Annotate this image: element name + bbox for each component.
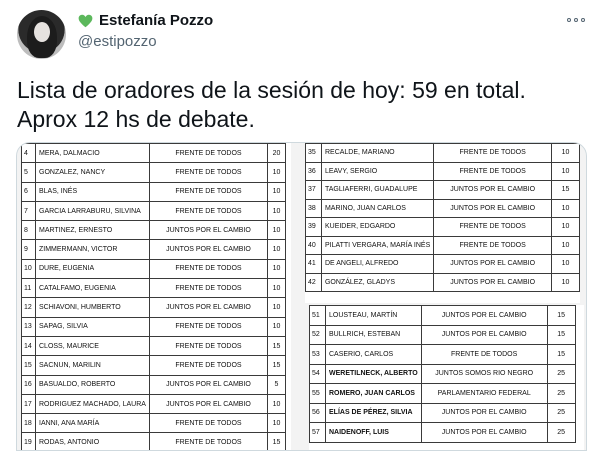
- cell-name: RECALDE, MARIANO: [321, 144, 433, 163]
- tweet-text: Lista de oradores de la sesión de hoy: 59 en total. Aprox 12 hs de debate.: [17, 77, 526, 132]
- table-row: [22, 336, 286, 355]
- cell-num: 14: [22, 336, 36, 355]
- table-row: [310, 306, 576, 326]
- cell-party: JUNTOS POR EL CAMBIO: [149, 240, 267, 259]
- cell-min: 10: [552, 144, 580, 163]
- cell-party: JUNTOS POR EL CAMBIO: [149, 221, 267, 240]
- cell-min: 10: [552, 236, 580, 255]
- cell-min: 15: [547, 325, 575, 345]
- table-row: [22, 259, 286, 278]
- author-handle[interactable]: @estipozzo: [78, 33, 157, 50]
- cell-num: 4: [22, 144, 36, 163]
- cell-num: 53: [310, 345, 326, 365]
- cell-min: 25: [547, 403, 575, 423]
- cell-min: 10: [267, 259, 285, 278]
- cell-party: JUNTOS POR EL CAMBIO: [434, 255, 552, 274]
- table-row: [22, 163, 286, 182]
- cell-num: 42: [306, 273, 322, 292]
- cell-name: GARCIA LARRABURU, SILVINA: [36, 201, 150, 220]
- table-row: [22, 240, 286, 259]
- cell-num: 13: [22, 317, 36, 336]
- table-row: [22, 182, 286, 201]
- table-row: [22, 414, 286, 433]
- cell-min: 10: [552, 255, 580, 274]
- cell-min: 10: [267, 414, 285, 433]
- table-row: [22, 298, 286, 317]
- speakers-table-right-top: [305, 143, 580, 303]
- cell-num: 35: [306, 144, 322, 163]
- cell-party: JUNTOS POR EL CAMBIO: [434, 199, 552, 218]
- cell-name: MARTINEZ, ERNESTO: [36, 221, 150, 240]
- cell-min: 15: [547, 306, 575, 326]
- table-row: [22, 356, 286, 375]
- avatar[interactable]: [17, 10, 66, 59]
- cell-name: MARINO, JUAN CARLOS: [321, 199, 433, 218]
- cell-name: DURE, EUGENIA: [36, 259, 150, 278]
- cell-min: 25: [547, 423, 575, 443]
- cell-name: NAIDENOFF, LUIS: [326, 423, 422, 443]
- cell-party: FRENTE DE TODOS: [149, 182, 267, 201]
- speakers-table-right-bottom: [309, 305, 584, 451]
- cell-name: DE ANGELI, ALFREDO: [321, 255, 433, 274]
- cell-min: 10: [267, 163, 285, 182]
- cell-min: 10: [267, 182, 285, 201]
- cell-party: FRENTE DE TODOS: [149, 336, 267, 355]
- cell-party: FRENTE DE TODOS: [149, 163, 267, 182]
- cell-min: 10: [267, 279, 285, 298]
- cell-num: 19: [22, 433, 36, 451]
- cell-party: JUNTOS POR EL CAMBIO: [421, 325, 547, 345]
- table-row: [306, 255, 580, 274]
- cell-party: FRENTE DE TODOS: [421, 345, 547, 365]
- cell-name: CLOSS, MAURICE: [36, 336, 150, 355]
- cell-party: JUNTOS POR EL CAMBIO: [149, 375, 267, 394]
- cell-party: FRENTE DE TODOS: [149, 433, 267, 451]
- green-heart-icon: [78, 14, 93, 28]
- avatar-face: [34, 22, 50, 42]
- cell-min: 5: [267, 375, 285, 394]
- cell-party: JUNTOS POR EL CAMBIO: [421, 403, 547, 423]
- cell-name: GONZÁLEZ, GLADYS: [321, 273, 433, 292]
- cell-name: WERETILNECK, ALBERTO: [326, 364, 422, 384]
- cell-party: FRENTE DE TODOS: [149, 201, 267, 220]
- table-row: [306, 162, 580, 181]
- table-row: [310, 325, 576, 345]
- cell-party: FRENTE DE TODOS: [149, 356, 267, 375]
- cell-num: 9: [22, 240, 36, 259]
- cell-party: FRENTE DE TODOS: [434, 144, 552, 163]
- cell-name: LEAVY, SERGIO: [321, 162, 433, 181]
- cell-num: 8: [22, 221, 36, 240]
- table-row: [310, 384, 576, 404]
- cell-party: JUNTOS POR EL CAMBIO: [434, 273, 552, 292]
- cell-num: 55: [310, 384, 326, 404]
- cell-min: 10: [267, 221, 285, 240]
- cell-min: 10: [552, 199, 580, 218]
- table-row: [22, 221, 286, 240]
- cell-party: JUNTOS SOMOS RIO NEGRO: [421, 364, 547, 384]
- cell-name: SAPAG, SILVIA: [36, 317, 150, 336]
- speakers-table-left: [21, 143, 291, 451]
- cell-name: BLAS, INÉS: [36, 182, 150, 201]
- cell-min: 10: [267, 317, 285, 336]
- cell-party: JUNTOS POR EL CAMBIO: [434, 181, 552, 200]
- cell-name: ROMERO, JUAN CARLOS: [326, 384, 422, 404]
- table-row: [22, 394, 286, 413]
- cell-min: 15: [552, 181, 580, 200]
- cell-party: FRENTE DE TODOS: [149, 414, 267, 433]
- cell-num: 40: [306, 236, 322, 255]
- cell-num: 56: [310, 403, 326, 423]
- cell-name: RODAS, ANTONIO: [36, 433, 150, 451]
- table-row: [310, 423, 576, 443]
- cell-party: FRENTE DE TODOS: [149, 317, 267, 336]
- cell-name: IANNI, ANA MARÍA: [36, 414, 150, 433]
- cell-num: 7: [22, 201, 36, 220]
- table-row: [22, 317, 286, 336]
- cell-min: 15: [267, 336, 285, 355]
- cell-num: 17: [22, 394, 36, 413]
- cell-num: 39: [306, 218, 322, 237]
- table-row: [306, 273, 580, 292]
- cell-min: 10: [267, 298, 285, 317]
- table-row: [22, 144, 286, 163]
- cell-min: 10: [552, 273, 580, 292]
- cell-num: 57: [310, 423, 326, 443]
- cell-min: 25: [547, 364, 575, 384]
- cell-name: PILATTI VERGARA, MARÍA INÉS: [321, 236, 433, 255]
- cell-num: 37: [306, 181, 322, 200]
- tweet-image[interactable]: [16, 142, 587, 451]
- cell-num: 36: [306, 162, 322, 181]
- author-row: [78, 12, 213, 29]
- cell-num: 18: [22, 414, 36, 433]
- cell-num: 11: [22, 279, 36, 298]
- cell-num: 15: [22, 356, 36, 375]
- cell-party: JUNTOS POR EL CAMBIO: [421, 423, 547, 443]
- cell-num: 5: [22, 163, 36, 182]
- table-row: [22, 201, 286, 220]
- cell-num: 6: [22, 182, 36, 201]
- cell-name: CATALFAMO, EUGENIA: [36, 279, 150, 298]
- cell-party: JUNTOS POR EL CAMBIO: [149, 394, 267, 413]
- cell-min: 15: [547, 345, 575, 365]
- cell-num: 16: [22, 375, 36, 394]
- cell-name: TAGLIAFERRI, GUADALUPE: [321, 181, 433, 200]
- cell-min: 20: [267, 144, 285, 163]
- table-row: [22, 433, 286, 451]
- table-row: [22, 375, 286, 394]
- cell-min: 10: [267, 201, 285, 220]
- table-row: [306, 218, 580, 237]
- cell-num: 10: [22, 259, 36, 278]
- cell-min: 15: [267, 356, 285, 375]
- cell-name: BULLRICH, ESTEBAN: [326, 325, 422, 345]
- cell-party: JUNTOS POR EL CAMBIO: [149, 298, 267, 317]
- cell-num: 52: [310, 325, 326, 345]
- cell-num: 54: [310, 364, 326, 384]
- cell-name: SACNUN, MARILIN: [36, 356, 150, 375]
- cell-min: 15: [267, 433, 285, 451]
- author-display-name[interactable]: Estefanía Pozzo: [99, 12, 214, 29]
- cell-party: FRENTE DE TODOS: [149, 259, 267, 278]
- table-row: [306, 199, 580, 218]
- cell-num: 12: [22, 298, 36, 317]
- cell-num: 41: [306, 255, 322, 274]
- cell-num: 38: [306, 199, 322, 218]
- cell-name: RODRIGUEZ MACHADO, LAURA: [36, 394, 150, 413]
- cell-party: PARLAMENTARIO FEDERAL: [421, 384, 547, 404]
- cell-name: BASUALDO, ROBERTO: [36, 375, 150, 394]
- cell-name: GONZALEZ, NANCY: [36, 163, 150, 182]
- cell-name: KUEIDER, EDGARDO: [321, 218, 433, 237]
- table-row: [310, 345, 576, 365]
- cell-party: FRENTE DE TODOS: [434, 162, 552, 181]
- cell-name: MERA, DALMACIO: [36, 144, 150, 163]
- table-row: [306, 236, 580, 255]
- cell-party: FRENTE DE TODOS: [434, 218, 552, 237]
- cell-name: SCHIAVONI, HUMBERTO: [36, 298, 150, 317]
- cell-party: FRENTE DE TODOS: [149, 144, 267, 163]
- cell-name: LOUSTEAU, MARTÍN: [326, 306, 422, 326]
- table-row: [310, 403, 576, 423]
- cell-min: 10: [267, 394, 285, 413]
- cell-num: 51: [310, 306, 326, 326]
- cell-name: CASERIO, CARLOS: [326, 345, 422, 365]
- more-options-icon[interactable]: [565, 14, 587, 26]
- cell-min: 10: [267, 240, 285, 259]
- table-row: [310, 364, 576, 384]
- table-row: [22, 279, 286, 298]
- cell-min: 10: [552, 218, 580, 237]
- table-row: [306, 181, 580, 200]
- cell-name: ELÍAS DE PÉREZ, SILVIA: [326, 403, 422, 423]
- cell-party: FRENTE DE TODOS: [434, 236, 552, 255]
- cell-party: FRENTE DE TODOS: [149, 279, 267, 298]
- table-row: [306, 144, 580, 163]
- cell-min: 10: [552, 162, 580, 181]
- cell-name: ZIMMERMANN, VICTOR: [36, 240, 150, 259]
- cell-min: 25: [547, 384, 575, 404]
- cell-party: JUNTOS POR EL CAMBIO: [421, 306, 547, 326]
